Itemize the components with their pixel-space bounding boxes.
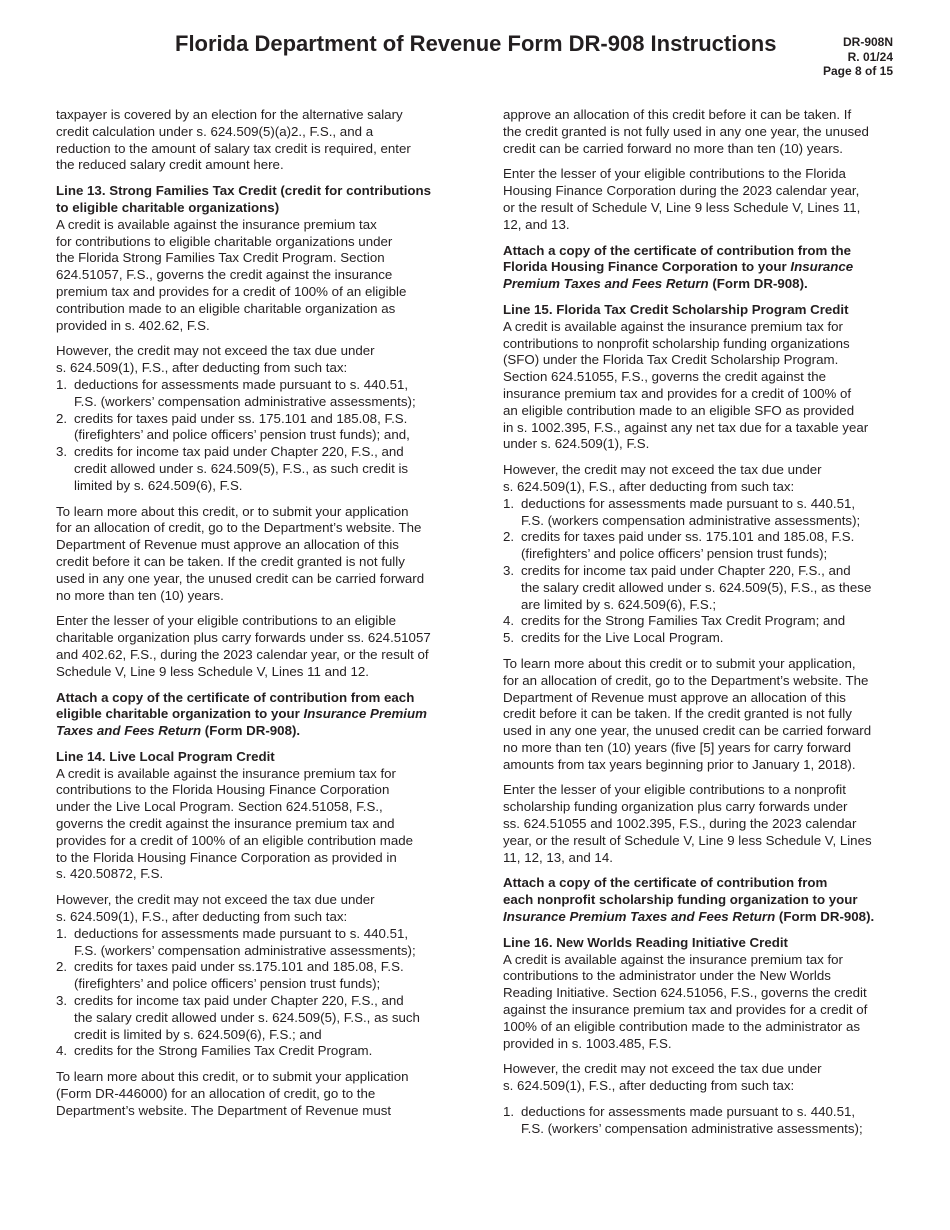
line-14-enter-instruction: Enter the lesser of your eligible contributions to the Florida Housing Finance Corporation during the 2023 calendar year, or the result of Schedule V, Line 9 less Schedule V, Lines 11, 12, and 13. [503,166,861,232]
list-item-text: credits for the Strong Families Tax Credit Program; and [521,613,846,629]
list-item-number: 3. [56,993,68,1009]
line-14-limit-intro: However, the credit may not exceed the tax due under s. 624.509(1), F.S., after deducting from such tax: [56,892,375,925]
attach-form: (Form DR-908). [775,909,875,925]
list-item-number: 4. [56,1043,68,1059]
line-16-limit-intro: However, the credit may not exceed the tax due under s. 624.509(1), F.S., after deducting from such tax: [503,1061,822,1094]
attach-text: Attach a copy of the certificate of contribution from each nonprofit scholarship funding organization to your [503,875,858,908]
list-item-text: credits for taxes paid under ss. 175.101 and 185.08, F.S. (firefighters’ and police officers’ pension trust funds); [521,529,855,562]
list-item-text: deductions for assessments made pursuant to s. 440.51, F.S. (workers compensation administrative assessments); [521,495,861,528]
list-item-text: credits for the Live Local Program. [521,630,724,646]
left-column [56,107,451,1129]
line-13-learn-more: To learn more about this credit, or to submit your application for an allocation of credit, go to the Department’s website. The Department of Revenue must approve an allocation of this credit before it can be taken. If the credit granted is not fully used in any one year, the unused credit can be carried forward no more than ten (10) years. [56,503,425,603]
line-15-body: A credit is available against the insurance premium tax for contributions to nonprofit scholarship funding organizations (SFO) under the Florida Tax Credit Scholarship Program. Section 624.51055, F.S., governs the credit against the insurance premium tax and provides for a credit of 100% of an eligible contribution made to an eligible SFO as provided in s. 1002.395, F.S., against any net tax due for a taxable year under s. 624.509(1), F.S. [503,318,869,452]
line-15-heading: Line 15. Florida Tax Credit Scholarship Program Credit [503,301,849,317]
line-15-enter-instruction: Enter the lesser of your eligible contributions to a nonprofit scholarship funding organization plus carry forwards under ss. 624.51055 and 1002.395, F.S., during the 2023 calendar year, or the result of Schedule V, Line 9 less Schedule V, Lines 11, 12, 13, and 14. [503,782,872,865]
list-item-text: deductions for assessments made pursuant to s. 440.51, F.S. (workers’ compensation administrative assessments); [74,376,416,409]
line-13-enter-instruction: Enter the lesser of your eligible contributions to an eligible charitable organization plus carry forwards under ss. 624.51057 and 402.62, F.S., during the 2023 calendar year, or the result of Schedule V, Line 9 less Schedule V, Lines 11 and 12. [56,613,431,679]
form-number: DR-908N [842,35,893,49]
line-16-body: A credit is available against the insurance premium tax for contributions to the administrator under the New Worlds Reading Initiative. Section 624.51056, F.S., governs the credit against the insurance premium tax and provides for a credit of 100% of an eligible contribution made to the administrator as provided in s. 1003.485, F.S. [503,951,868,1051]
line-15-limit-intro: However, the credit may not exceed the tax due under s. 624.509(1), F.S., after deducting from such tax: [503,462,822,494]
paragraph: taxpayer is covered by an election for the alternative salary credit calculation under s. 624.509(5)(a)2., F.S., and a reduction to the amount of salary tax credit is required, enter the reduced salary credit amount here. [56,107,411,173]
line-13-limit-intro: However, the credit may not exceed the tax due under s. 624.509(1), F.S., after deducting from such tax: [56,343,375,376]
page-number: Page 8 of 15 [822,64,893,78]
paragraph: approve an allocation of this credit before it can be taken. If the credit granted is not fully used in any one year, the unused credit can be carried forward no more than ten (10) years. [503,107,869,156]
list-item [56,993,451,1043]
list-item-number: 4. [503,613,515,629]
list-item-text: deductions for assessments made pursuant to s. 440.51, F.S. (workers’ compensation administrative assessments); [74,925,416,958]
line-14-body: A credit is available against the insurance premium tax for contributions to the Florida Housing Finance Corporation under the Live Local Program. Section 624.51058, F.S., governs the credit against the insurance premium tax and provides for a credit of 100% of an eligible contribution made to the Florida Housing Finance Corporation as provided in s. 420.50872, F.S. [56,765,414,882]
form-revision: R. 01/24 [847,49,893,64]
list-item-number: 1. [503,1104,515,1120]
list-item [56,926,451,960]
list-item-text: credits for the Strong Families Tax Credit Program. [74,1043,373,1059]
attach-form: (Form DR-908). [201,723,301,739]
list-item [56,959,451,993]
line-15-attach-instruction [503,875,898,925]
list-item-text: credits for income tax paid under Chapter 220, F.S., and the salary credit allowed under s. 624.509(5), F.S., as such credit is limited by s. 624.509(6), F.S.; and [74,993,420,1042]
list-item-text: deductions for assessments made pursuant to s. 440.51, F.S. (workers’ compensation administrative assessments); [521,1104,863,1136]
list-item-number: 2. [56,410,68,426]
line-14-learn-more: To learn more about this credit, or to submit your application (Form DR-446000) for an allocation of credit, go to the Department’s website. The Department of Revenue must [56,1069,409,1118]
line-15-learn-more: To learn more about this credit or to submit your application, for an allocation of credit, go to the Department’s website. The Department of Revenue must approve an allocation of this credit before it can be taken. If the credit granted is not fully used in any one year, the unused credit can be carried forward no more than ten (10) years (five [5] years for carry forward amounts from tax years beginning prior to January 1, 2018). [503,655,872,772]
list-item-text: credits for taxes paid under ss. 175.101 and 185.08, F.S. (firefighters’ and police officers’ pension trust funds); and, [74,410,410,443]
right-column [503,107,898,1147]
list-item [503,496,898,530]
list-item-number: 1. [56,376,68,392]
list-item-number: 2. [56,959,68,975]
list-item [503,563,898,613]
line-13-heading: Line 13. Strong Families Tax Credit (credit for contributions to eligible charitable organizations) [56,183,432,215]
list-item-number: 5. [503,630,515,646]
list-item [56,377,451,411]
page-title: Florida Department of Revenue Form DR-908 Instructions [175,31,777,56]
list-item [56,444,451,494]
list-item [56,411,451,445]
line-13-body: A credit is available against the insurance premium tax for contributions to eligible charitable organizations under the Florida Strong Families Tax Credit Program. Section 624.51057, F.S., governs the credit against the insurance premium tax and provides for a credit of 100% of an eligible contribution made to an eligible charitable organization as provided in s. 402.62, F.S. [56,216,407,333]
attach-text: Attach a copy of the certificate of contribution from the Florida Housing Finance Corporation to your [503,242,851,275]
line-14-attach-instruction [503,243,898,293]
list-item-number: 3. [503,562,515,578]
line-16-heading: Line 16. New Worlds Reading Initiative Credit [503,934,788,950]
line-14-heading: Line 14. Live Local Program Credit [56,748,275,764]
list-item [503,630,898,647]
list-item-text: credits for income tax paid under Chapter 220, F.S., and credit allowed under s. 624.509(5), F.S., as such credit is limited by s. 624.509(6), F.S. [74,444,409,493]
line-15-deduction-list [503,496,898,647]
list-item-text: credits for taxes paid under ss.175.101 and 185.08, F.S. (firefighters’ and police officers’ pension trust funds); [74,959,404,992]
list-item-number: 1. [56,925,68,941]
list-item [503,529,898,563]
list-item [503,613,898,630]
attach-text: Attach a copy of the certificate of contribution from each eligible charitable organization to your [56,689,415,722]
line-13-deduction-list [56,377,451,495]
list-item [56,1043,451,1060]
attach-form: (Form DR-908). [708,276,808,292]
list-item-number: 1. [503,495,515,511]
list-item-number: 3. [56,444,68,460]
line-16-deduction-list [503,1104,898,1138]
return-name: Insurance Premium Taxes and Fees Return [503,259,854,292]
list-item-number: 2. [503,529,515,545]
form-identifier [823,35,893,79]
return-name: Insurance Premium Taxes and Fees Return [56,706,427,739]
list-item-text: credits for income tax paid under Chapter 220, F.S., and the salary credit allowed under s. 624.509(5), F.S., as these are limited by s. 624.509(6), F.S.; [521,562,872,612]
line-14-deduction-list [56,926,451,1060]
line-13-attach-instruction [56,690,451,740]
return-name: Insurance Premium Taxes and Fees Return [503,909,776,925]
list-item [503,1104,898,1138]
